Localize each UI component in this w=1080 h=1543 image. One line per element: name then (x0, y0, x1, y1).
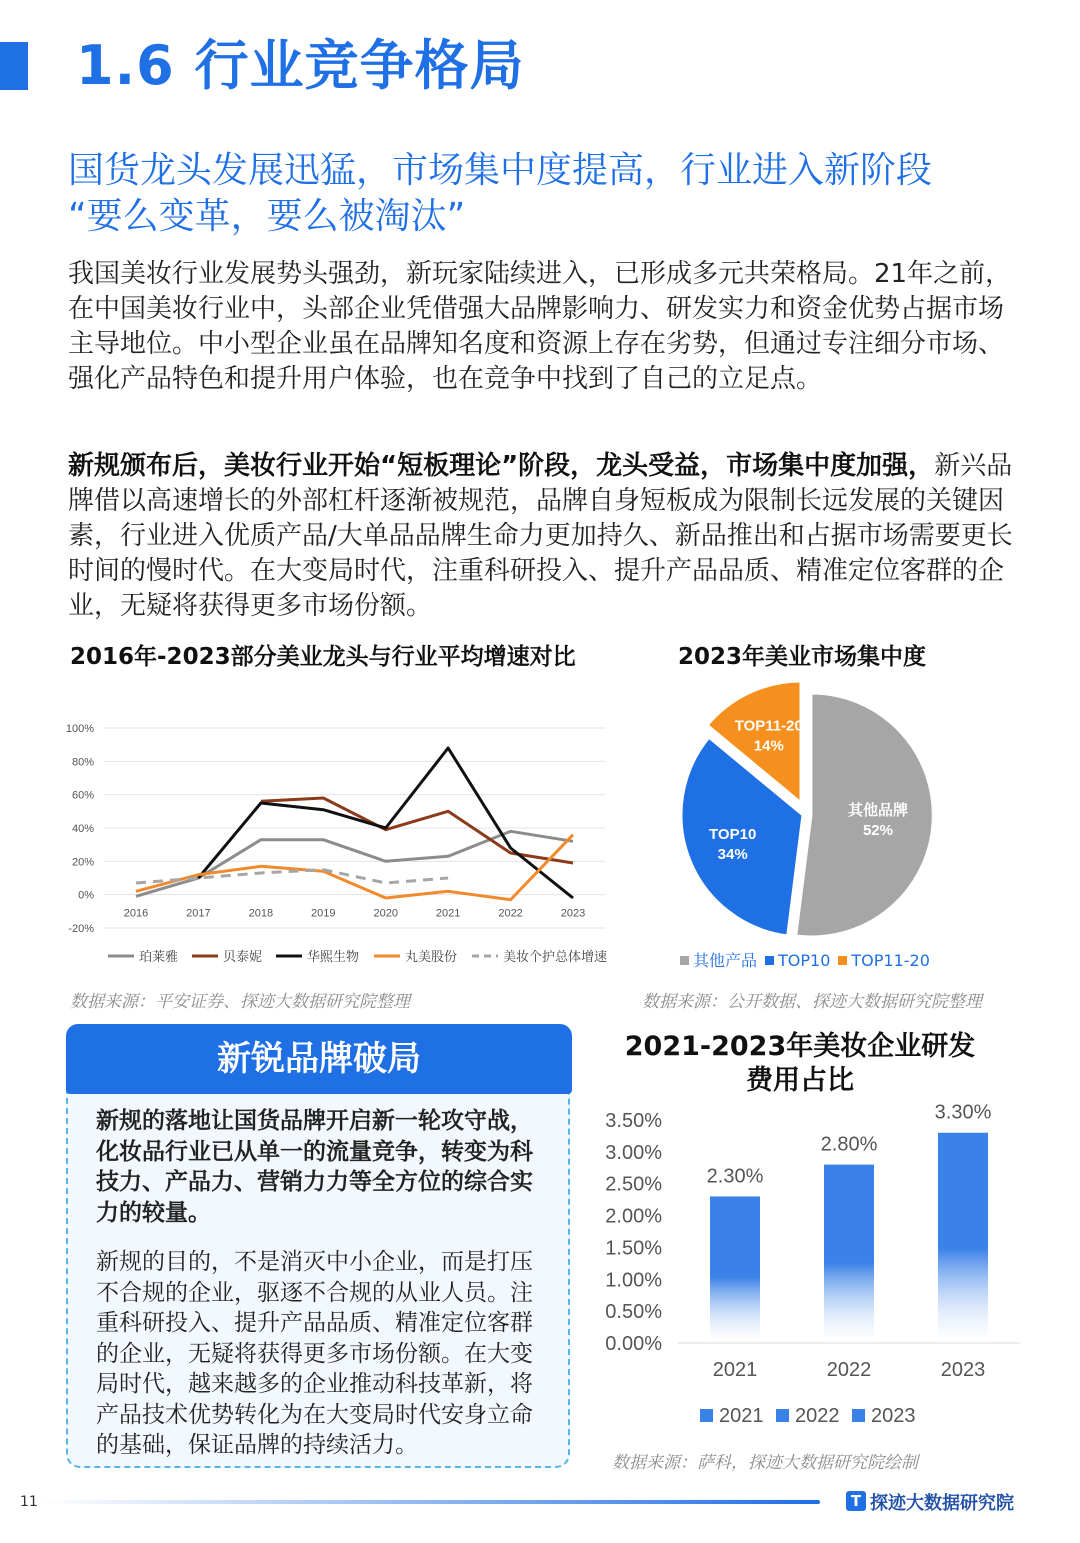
regulation-paragraph-bold: 新规颁布后，美妆行业开始“短板理论”阶段，龙头受益，市场集中度加强， (68, 451, 935, 481)
pie-slice-label: TOP11-20 (734, 717, 803, 735)
bar-chart-source: 数据来源：萨科，探迹大数据研究院绘制 (612, 1453, 918, 1473)
regulation-paragraph-rest: 新兴品牌借以高速增长的外部杠杆逐渐被规范，品牌自身短板成为限制长远发展的关键因素，行业进入优质产品/大单品品牌生命力更加持久、新品推出和占据市场需要更长时间的慢时代。在大变局时代，注重科研投入、提升产品品质、精准定位客群的企业，无疑将获得更多市场份额。 (68, 451, 1013, 621)
bar-legend-label: 2021 (719, 1405, 764, 1427)
brand-name: 探迹大数据研究院 (870, 1493, 1014, 1514)
line-chart-x-tick: 2019 (311, 907, 336, 920)
line-chart-y-tick: 60% (71, 789, 94, 802)
bar-chart-y-tick: 2.00% (605, 1205, 662, 1228)
section-subtitle (68, 148, 1048, 240)
line-chart-title: 2016年-2023部分美业龙头与行业平均增速对比 (70, 644, 576, 670)
pie-legend-item (680, 951, 757, 970)
line-chart-y-tick: -20% (68, 923, 94, 935)
pie-chart-source: 数据来源：公开数据、探迹大数据研究院整理 (642, 992, 982, 1012)
line-legend-label: 美妆个护总体增速 (503, 949, 608, 964)
regulation-paragraph (68, 449, 1028, 624)
bar-chart (590, 1090, 1040, 1435)
page-number: 11 (20, 1494, 38, 1510)
bar-chart-y-tick: 2.50% (605, 1173, 662, 1196)
pie-slice-value: 34% (717, 845, 748, 863)
bar-chart-x-tick: 2021 (712, 1359, 758, 1381)
pie-legend-label: TOP10 (778, 951, 831, 970)
bar-chart-y-tick: 0.00% (605, 1333, 662, 1355)
line-chart-x-tick: 2016 (123, 907, 149, 920)
bar-data-label: 3.30% (934, 1101, 992, 1124)
bar-legend-swatch (700, 1409, 713, 1422)
pie-chart (660, 670, 960, 970)
bar-chart-x-tick: 2022 (826, 1359, 872, 1381)
line-chart-y-tick: 80% (71, 756, 94, 769)
line-legend-label: 华熙生物 (307, 949, 360, 964)
subtitle-line-1: 国货龙头发展迅猛，市场集中度提高，行业进入新阶段 (68, 150, 933, 191)
bar-chart-y-tick: 0.50% (605, 1301, 662, 1324)
line-chart-x-tick: 2023 (560, 907, 586, 920)
page-title: 1.6 行业竞争格局 (76, 34, 525, 97)
line-chart (60, 710, 620, 980)
bar-chart-x-tick: 2023 (940, 1359, 986, 1381)
pie-legend-item (838, 951, 930, 970)
bar-data-label: 2.80% (820, 1133, 878, 1156)
line-chart-y-tick: 40% (71, 823, 94, 835)
line-chart-y-tick: 0% (78, 889, 94, 902)
bar-legend-label: 2022 (795, 1405, 840, 1427)
footer-gradient-line (40, 1500, 820, 1504)
pie-legend-swatch (838, 956, 847, 965)
pie-legend-swatch (680, 956, 689, 965)
bar-2021 (710, 1196, 760, 1343)
line-chart-y-tick: 100% (65, 723, 94, 735)
line-legend-label: 珀莱雅 (139, 949, 179, 964)
line-legend-label: 丸美股份 (405, 949, 458, 964)
title-accent-bar (0, 42, 28, 90)
brand-logo-icon: T (846, 1491, 866, 1511)
pie-slice-value: 52% (862, 822, 893, 840)
line-chart-source: 数据来源：平安证券、探迹大数据研究院整理 (70, 992, 410, 1012)
pie-slice-label: 其他品牌 (847, 802, 908, 820)
pie-legend (680, 948, 938, 971)
highlight-box-bold-text: 新规的落地让国货品牌开启新一轮攻守战，化妆品行业已从单一的流量竞争，转变为科技力、产品力、营销力力等全方位的综合实力的较量。 (96, 1108, 533, 1226)
bar-chart-y-tick: 3.50% (605, 1110, 662, 1132)
line-series-3 (198, 748, 573, 898)
intro-paragraph: 我国美妆行业发展势头强劲，新玩家陆续进入，已形成多元共荣格局。21年之前，在中国美妆行业中，头部企业凭借强大品牌影响力、研发实力和资金优势占据市场主导地位。中小型企业虽在品牌知名度和资源上存在劣势，但通过专注细分市场、强化产品特色和提升用户体验，也在竞争中找到了自己的立足点。 (68, 259, 1012, 394)
bar-2022 (824, 1165, 874, 1343)
highlight-box-title: 新锐品牌破局 (66, 1024, 572, 1094)
bar-2023 (938, 1133, 988, 1343)
bar-chart-y-tick: 1.50% (605, 1237, 662, 1260)
line-series-5 (136, 870, 448, 883)
bar-chart-title (590, 1030, 1010, 1098)
line-chart-x-tick: 2017 (186, 907, 211, 920)
line-chart-x-tick: 2020 (373, 907, 398, 920)
highlight-box-text: 新规的目的，不是消灭中小企业，而是打压不合规的企业，驱逐不合规的从业人员。注重科研投入、提升产品品质、精准定位客群的企业，无疑将获得更多市场份额。在大变局时代，越来越多的企业推动科技革新，将产品技术优势转化为在大变局时代安身立命的基础，保证品牌的持续活力。 (96, 1249, 533, 1458)
line-chart-y-tick: 20% (71, 856, 94, 869)
line-chart-x-tick: 2022 (498, 907, 523, 920)
subtitle-line-2: “要么变革，要么被淘汰” (68, 196, 466, 237)
bar-data-label: 2.30% (706, 1165, 764, 1188)
bar-chart-y-tick: 3.00% (605, 1141, 662, 1164)
bar-chart-title-line-1: 2021-2023年美妆企业研发 (624, 1031, 976, 1062)
bar-legend-label: 2023 (871, 1405, 916, 1427)
bar-chart-y-tick: 1.00% (605, 1269, 662, 1292)
line-legend-label: 贝泰妮 (223, 949, 263, 964)
line-chart-x-tick: 2018 (248, 907, 274, 920)
pie-legend-item (765, 951, 830, 970)
pie-legend-label: TOP11-20 (851, 951, 930, 970)
bar-legend-swatch (776, 1409, 789, 1422)
line-chart-x-tick: 2021 (435, 907, 461, 920)
pie-slice-value: 14% (753, 737, 784, 755)
pie-chart-title: 2023年美业市场集中度 (678, 644, 927, 670)
pie-slice-label: TOP10 (709, 825, 757, 843)
pie-legend-label: 其他产品 (693, 951, 758, 970)
bar-chart-title-line-2: 费用占比 (746, 1065, 854, 1096)
pie-legend-swatch (765, 956, 774, 965)
bar-legend-swatch (852, 1409, 865, 1422)
